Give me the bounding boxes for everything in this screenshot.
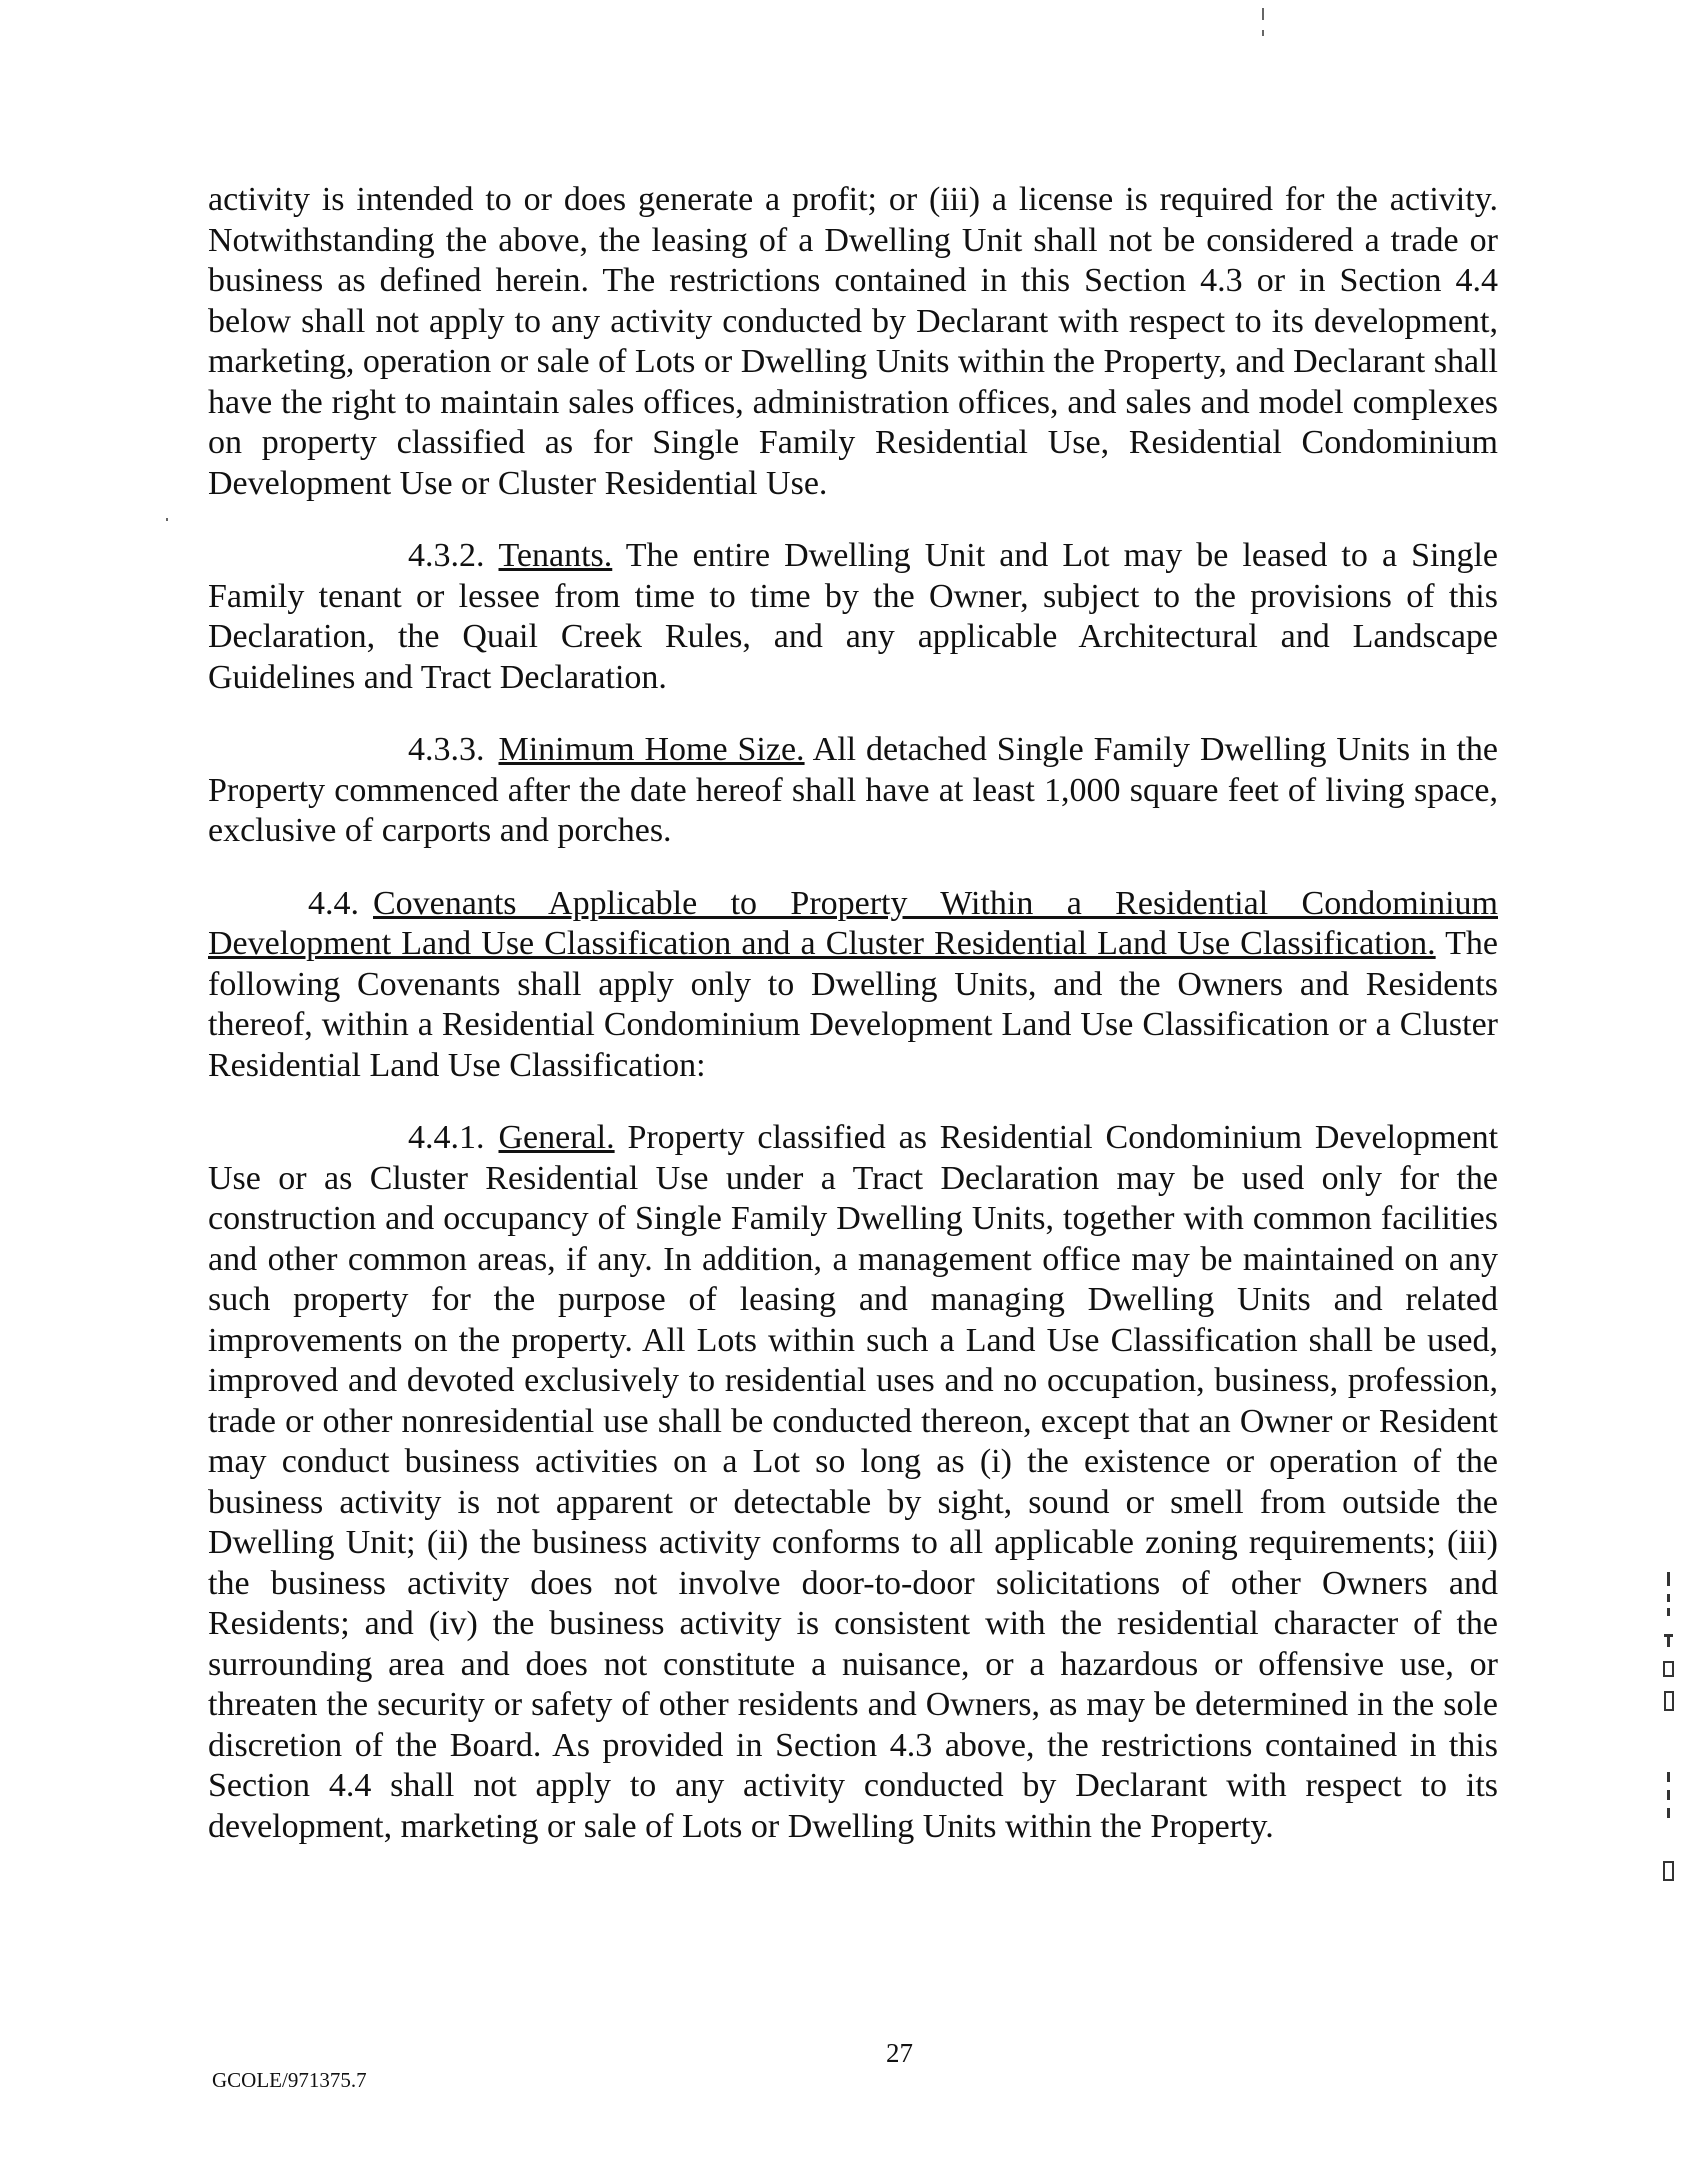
paragraph-continuation: activity is intended to or does generate a profit; or (iii) a license is required for the activity. Notwithstanding the above, the leasing of a Dwelling Unit shall not be considered a trade or business as defined herein. The restrictions contained in this Section 4.3 or in Section 4.4 below shall not apply to any activity conducted by Declarant with respect to its development, marketing, operation or sale of Lots or Dwelling Units within the Property, and Declarant shall have the right to maintain sales offices, administration offices, and sales and model complexes on property classified as for Single Family Residential Use, Residential Condominium Development Use or Cluster Residential Use.: [208, 181, 1498, 502]
section-number: 4.4.1.: [408, 1119, 485, 1156]
section-text: All detached Single Family Dwelling Units in the Property commenced after the date hereof shall have at least 1,000 square feet of living space, exclusive of carports and porches.: [208, 731, 1498, 849]
section-4-3-3: [208, 730, 1498, 852]
margin-barcode-mark: [1660, 1572, 1678, 1912]
section-4-4: [208, 884, 1498, 1087]
page-number: 27: [886, 2038, 913, 2068]
document-id: GCOLE/971375.7: [212, 2068, 367, 2092]
section-text: The following Covenants shall apply only to Dwelling Units, and the Owners and Residents thereof, within a Residential Condominium Development Land Use Classification or a Cluster Residential Land Use Classification:: [208, 925, 1499, 1084]
section-heading: Tenants.: [498, 537, 613, 574]
section-text: The entire Dwelling Unit and Lot may be leased to a Single Family tenant or lessee from time to time by the Owner, subject to the provisions of this Declaration, the Quail Creek Rules, and any applicable Architectural and Landscape Guidelines and Tract Declaration.: [208, 537, 1498, 696]
scan-mark: [1262, 30, 1264, 36]
section-heading: General.: [498, 1119, 615, 1156]
section-heading: Minimum Home Size.: [498, 731, 805, 768]
section-4-3-2: [208, 536, 1498, 698]
section-number: 4.3.2.: [408, 537, 485, 574]
scan-mark: [1262, 8, 1264, 20]
document-body: [208, 180, 1498, 1847]
section-number: 4.3.3.: [408, 731, 485, 768]
scan-mark: [166, 518, 168, 521]
section-number: 4.4.: [308, 884, 359, 922]
section-heading: Covenants Applicable to Property Within a Residential Condominium Development Land Use Classification and a Cluster Residential Land Use Classification.: [208, 884, 1498, 962]
section-text: Property classified as Residential Condominium Development Use or as Cluster Residential Use under a Tract Declaration may be used only for the construction and occupancy of Single Family Dwelling Units, together with common facilities and other common areas, if any. In addition, a management office may be maintained on any such property for the purpose of leasing and managing Dwelling Units and related improvements on the property. All Lots within such a Land Use Classification shall be used, improved and devoted exclusively to residential uses and no occupation, business, profession, trade or other nonresidential use shall be conducted thereon, except that an Owner or Resident may conduct business activities on a Lot so long as (i) the existence or operation of the business activity is not apparent or detectable by sight, sound or smell from outside the Dwelling Unit; (ii) the business activity conforms to all applicable zoning requirements; (iii) the business activity does not involve door-to-door solicitations of other Owners and Residents; and (iv) the business activity is consistent with the residential character of the surrounding area and does not constitute a nuisance, or a hazardous or offensive use, or threaten the security or safety of other residents and Owners, as may be determined in the sole discretion of the Board. As provided in Section 4.3 above, the restrictions contained in this Section 4.4 shall not apply to any activity conducted by Declarant with respect to its development, marketing or sale of Lots or Dwelling Units within the Property.: [208, 1119, 1499, 1845]
section-4-4-1: [208, 1118, 1498, 1847]
